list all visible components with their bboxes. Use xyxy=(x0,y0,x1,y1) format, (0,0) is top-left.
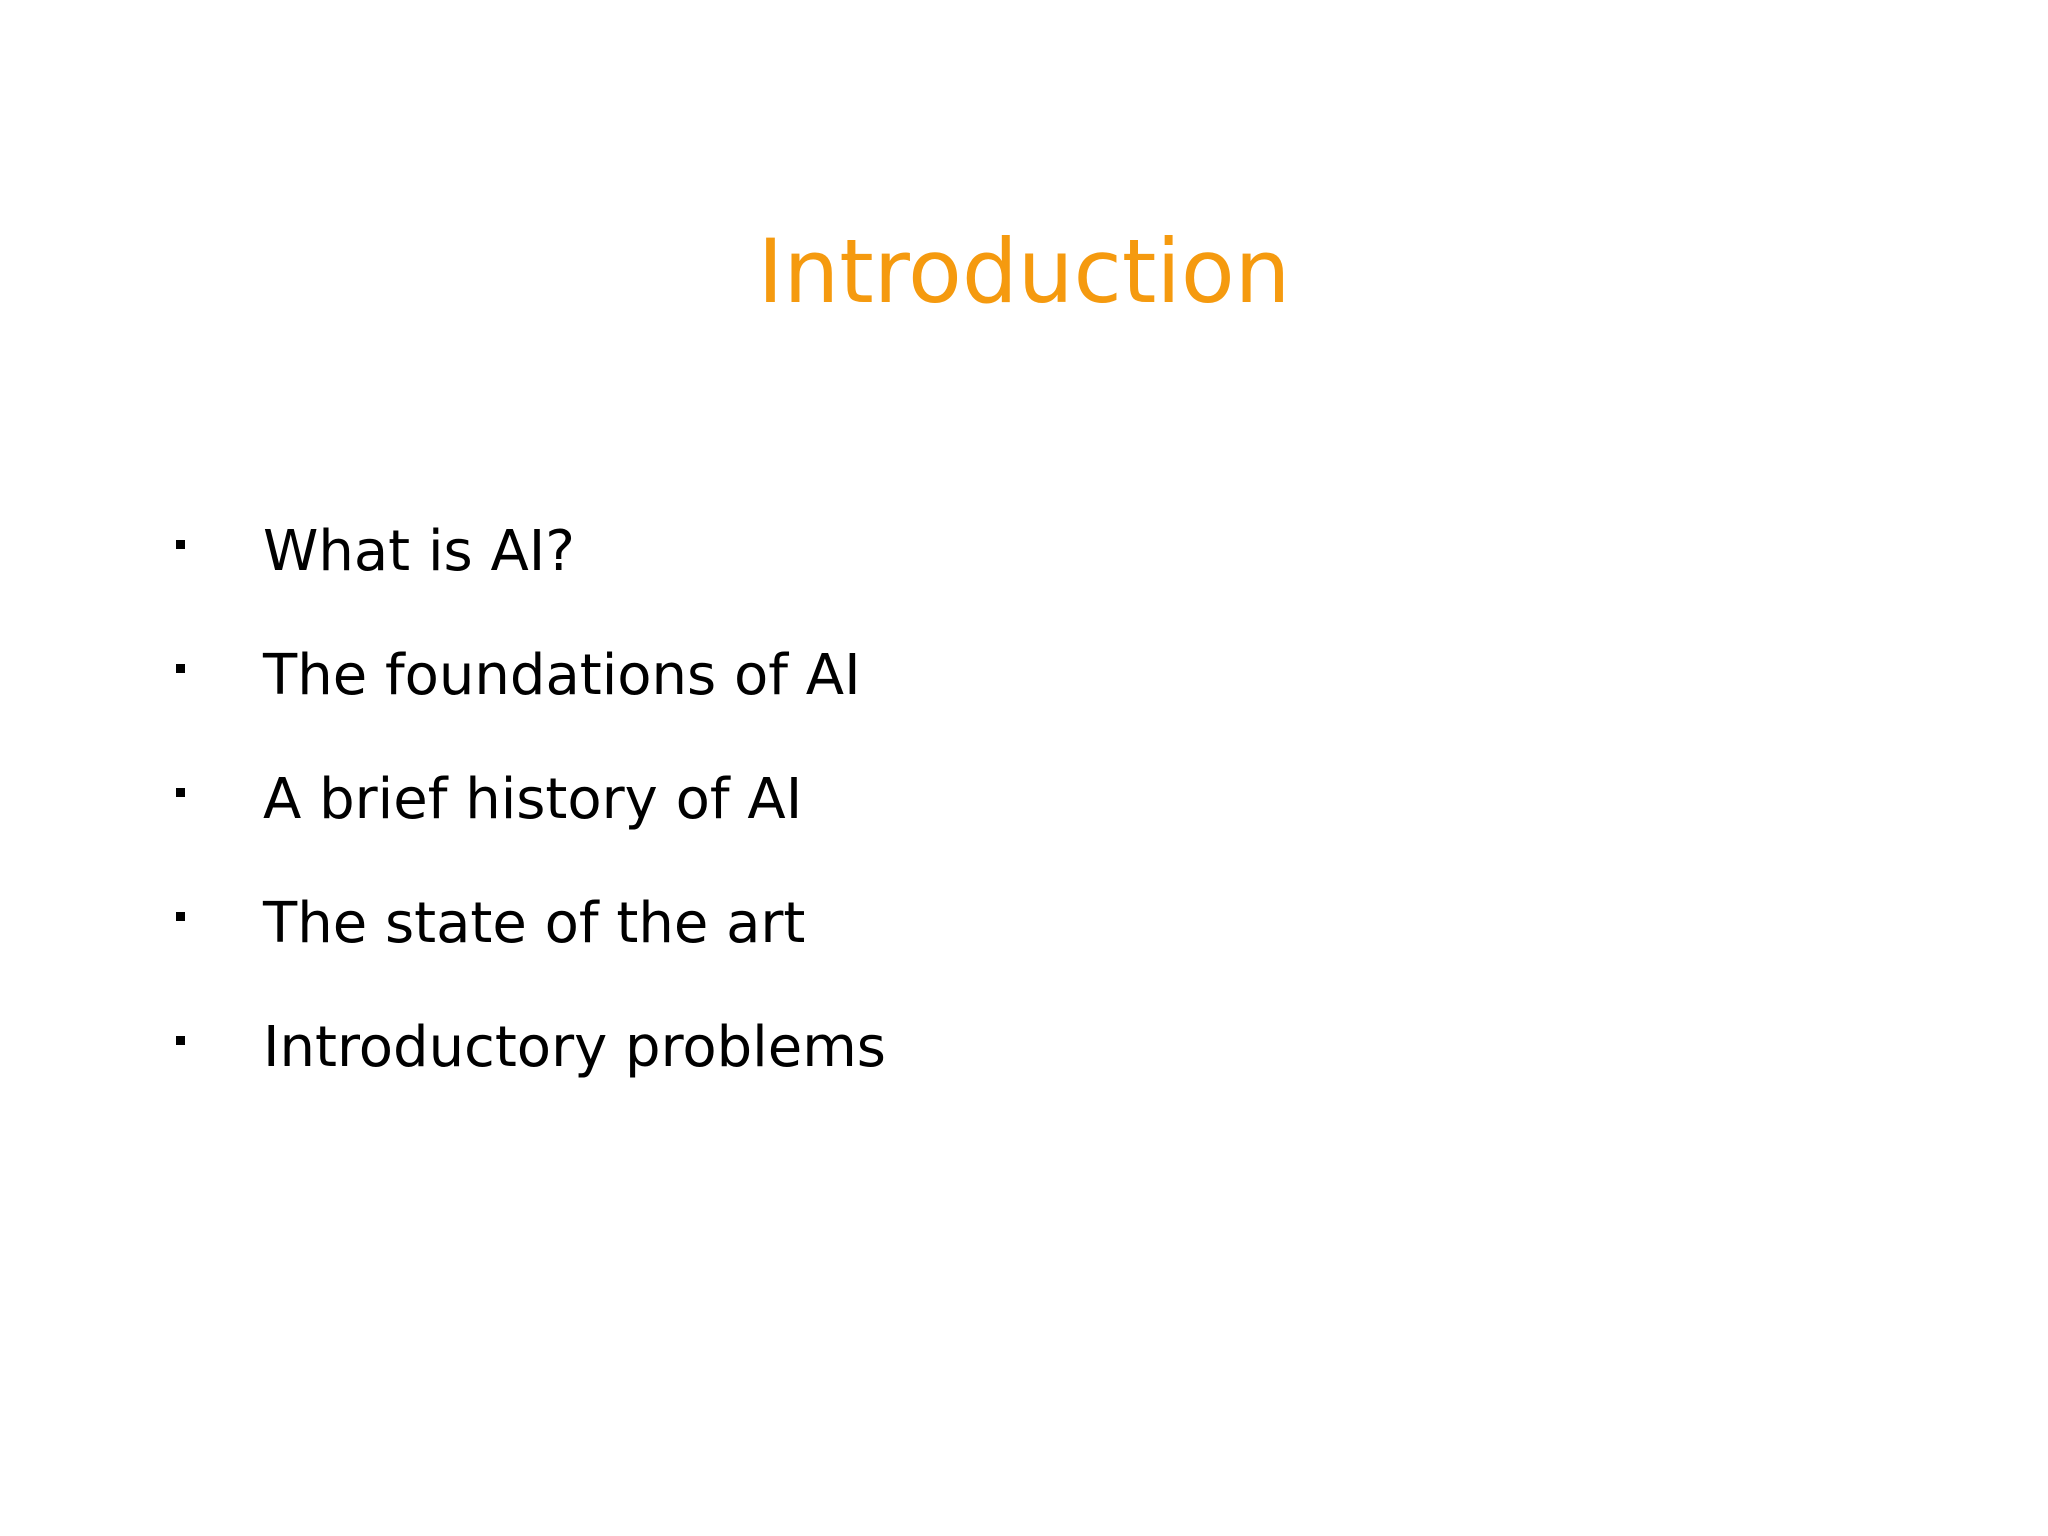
list-item xyxy=(170,862,886,986)
bullet-text: The state of the art xyxy=(263,891,806,956)
bullet-text: Introductory problems xyxy=(263,1015,886,1080)
bullet-square-icon xyxy=(176,912,185,921)
bullet-text: The foundations of AI xyxy=(263,643,861,708)
bullet-square-icon xyxy=(176,540,185,549)
bullet-text: A brief history of AI xyxy=(263,767,803,832)
list-item xyxy=(170,490,886,614)
bullet-text: What is AI? xyxy=(263,519,576,584)
list-item xyxy=(170,614,886,738)
bullet-square-icon xyxy=(176,664,185,673)
bullet-square-icon xyxy=(176,1036,185,1045)
bullet-square-icon xyxy=(176,788,185,797)
list-item xyxy=(170,986,886,1110)
bullet-list xyxy=(170,490,886,1110)
list-item xyxy=(170,738,886,862)
slide-title: Introduction xyxy=(757,220,1291,323)
